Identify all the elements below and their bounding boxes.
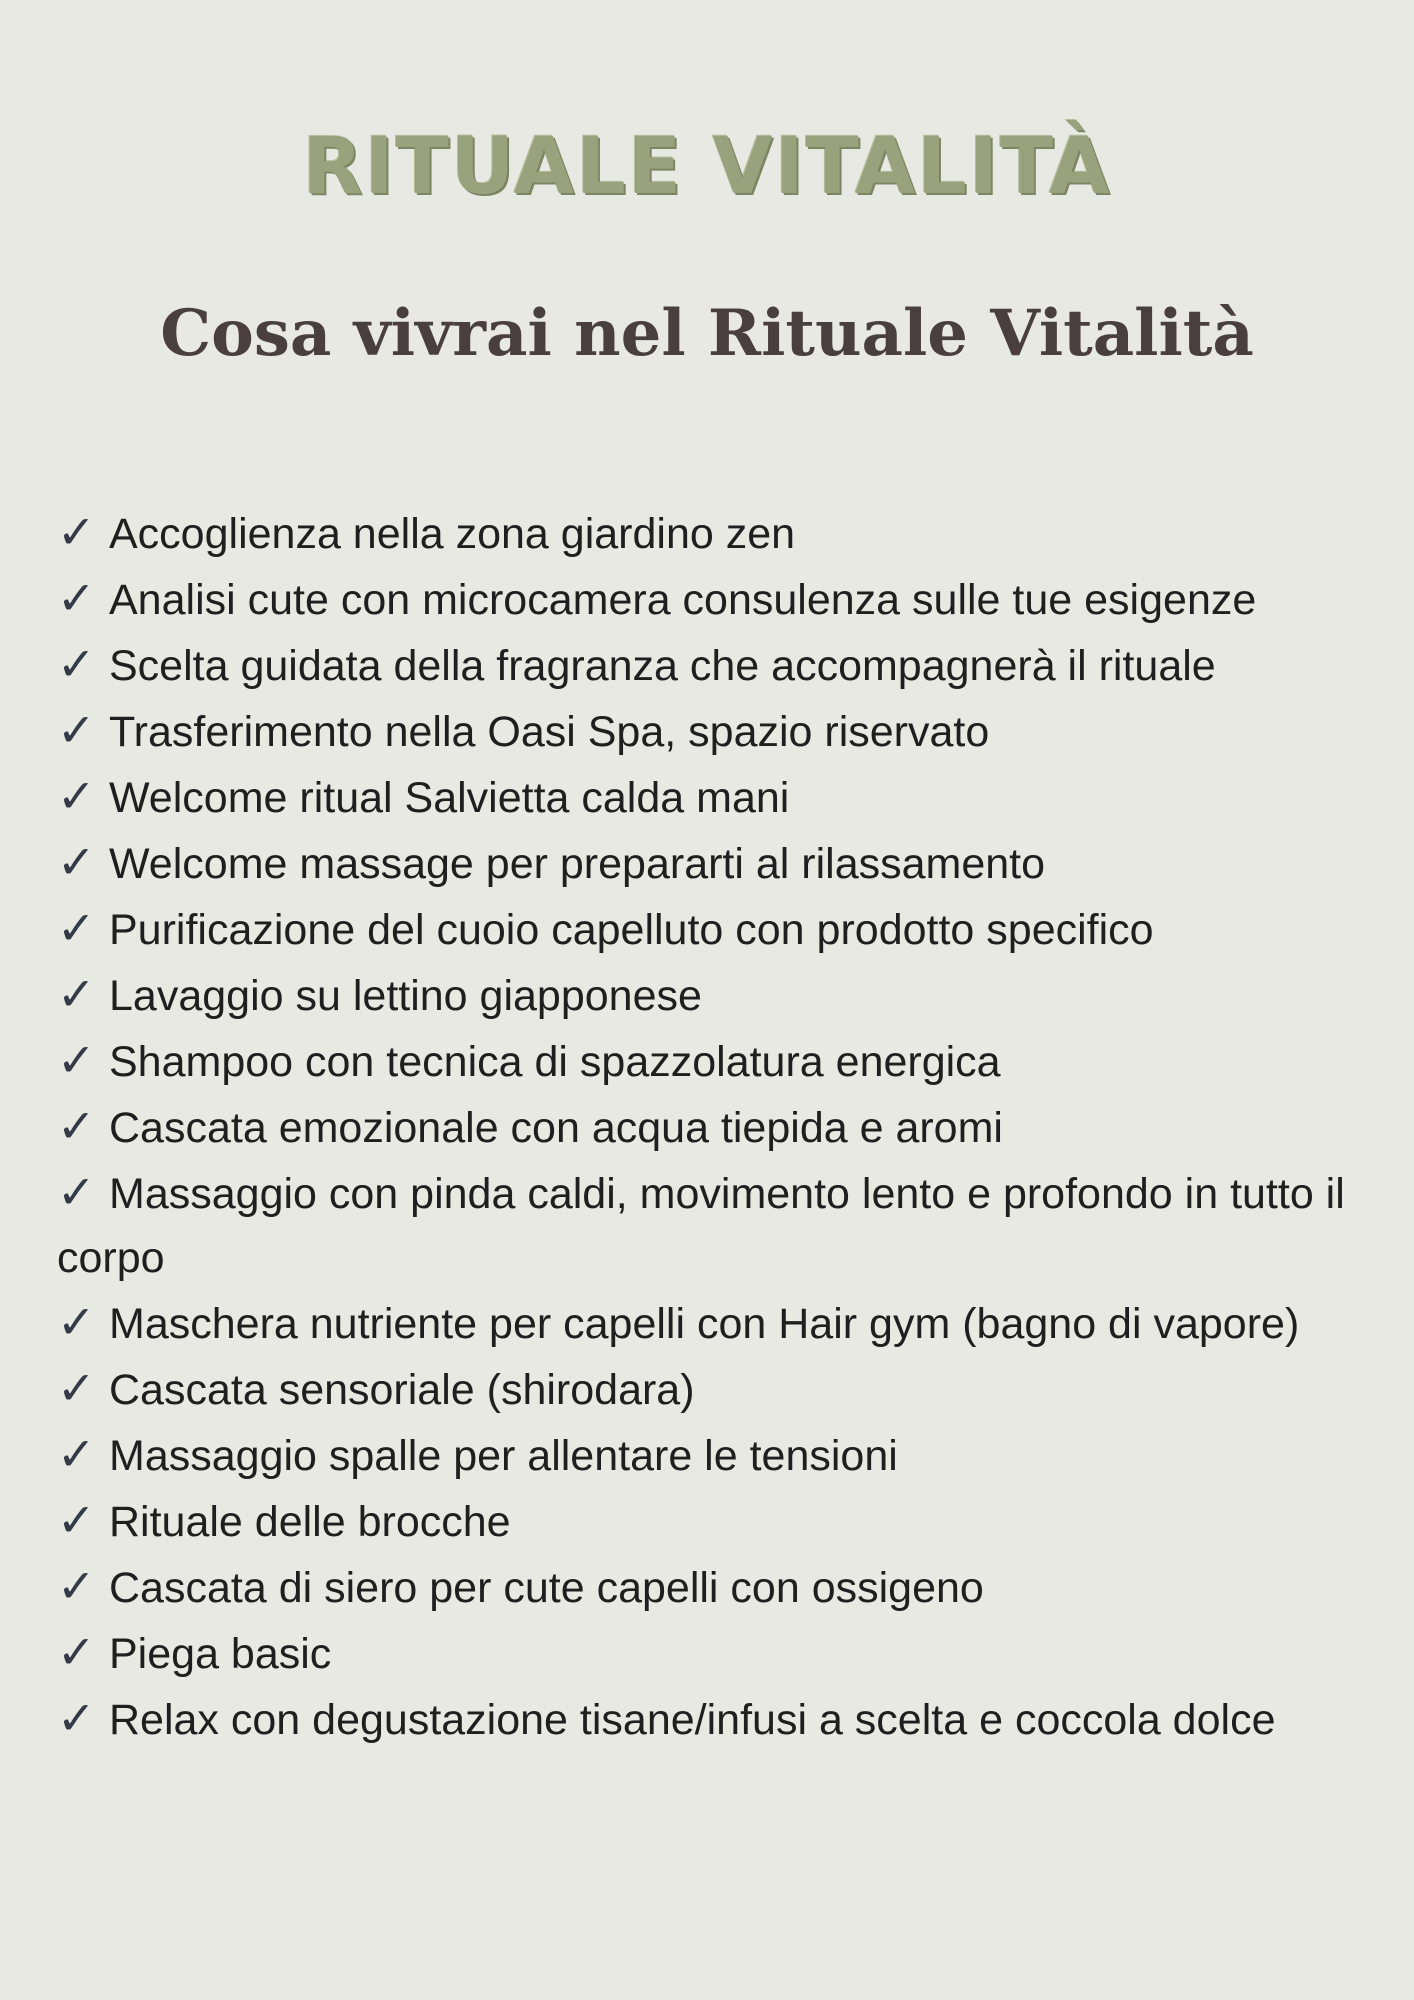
list-item — [57, 1028, 1357, 1094]
list-item — [57, 1290, 1357, 1356]
list-item-text: Cascata di siero per cute capelli con ossigeno — [109, 1564, 984, 1612]
checklist — [57, 500, 1357, 1752]
list-item-text: Shampoo con tecnica di spazzolatura energica — [109, 1038, 1001, 1086]
list-item-text: Lavaggio su lettino giapponese — [109, 972, 702, 1020]
list-item-text: Analisi cute con microcamera consulenza sulle tue esigenze — [109, 576, 1257, 624]
list-item — [57, 632, 1357, 698]
page-title: Cosa vivrai nel Rituale Vitalità — [160, 296, 1254, 371]
list-item — [57, 1356, 1357, 1422]
list-item — [57, 1422, 1357, 1488]
list-item — [57, 830, 1357, 896]
checkmark-icon: ✓ — [57, 1427, 96, 1481]
checkmark-icon: ✓ — [57, 1361, 96, 1415]
list-item — [57, 1620, 1357, 1686]
list-item — [57, 698, 1357, 764]
list-item-text: Cascata emozionale con acqua tiepida e aromi — [109, 1104, 1003, 1152]
list-item-text: Massaggio con pinda caldi, movimento lento e profondo in tutto il corpo — [57, 1170, 1345, 1282]
list-item-text: Piega basic — [109, 1630, 332, 1678]
list-item — [57, 896, 1357, 962]
list-item — [57, 1488, 1357, 1554]
list-item-text: Welcome massage per prepararti al rilassamento — [109, 840, 1046, 888]
checkmark-icon: ✓ — [57, 571, 96, 625]
checkmark-icon: ✓ — [57, 835, 96, 889]
list-item-text: Trasferimento nella Oasi Spa, spazio riservato — [109, 708, 990, 756]
checkmark-icon: ✓ — [57, 901, 96, 955]
logo-title: RITUALE VITALITÀ — [302, 122, 1112, 212]
checkmark-icon: ✓ — [57, 703, 96, 757]
checkmark-icon: ✓ — [57, 1099, 96, 1153]
list-item-text: Accoglienza nella zona giardino zen — [109, 510, 796, 558]
checkmark-icon: ✓ — [57, 637, 96, 691]
list-item-text: Massaggio spalle per allentare le tensioni — [109, 1432, 898, 1480]
list-item — [57, 1094, 1357, 1160]
list-item-text: Purificazione del cuoio capelluto con prodotto specifico — [109, 906, 1154, 954]
list-item-text: Welcome ritual Salvietta calda mani — [109, 774, 790, 822]
list-item-text: Cascata sensoriale (shirodara) — [109, 1366, 695, 1414]
list-item-text: Maschera nutriente per capelli con Hair gym (bagno di vapore) — [109, 1300, 1300, 1348]
checkmark-icon: ✓ — [57, 1165, 96, 1219]
list-item — [57, 1686, 1357, 1752]
checkmark-icon: ✓ — [57, 1493, 96, 1547]
checkmark-icon: ✓ — [57, 1559, 96, 1613]
list-item — [57, 962, 1357, 1028]
checkmark-icon: ✓ — [57, 967, 96, 1021]
list-item — [57, 566, 1357, 632]
checkmark-icon: ✓ — [57, 1295, 96, 1349]
checkmark-icon: ✓ — [57, 1625, 96, 1679]
list-item-text: Relax con degustazione tisane/infusi a scelta e coccola dolce — [109, 1696, 1276, 1744]
list-item-text: Scelta guidata della fragranza che accompagnerà il rituale — [109, 642, 1216, 690]
checkmark-icon: ✓ — [57, 769, 96, 823]
checkmark-icon: ✓ — [57, 1033, 96, 1087]
list-item — [57, 1160, 1357, 1290]
list-item-text: Rituale delle brocche — [109, 1498, 511, 1546]
list-item — [57, 1554, 1357, 1620]
list-item — [57, 764, 1357, 830]
checkmark-icon: ✓ — [57, 1691, 96, 1745]
list-item — [57, 500, 1357, 566]
checkmark-icon: ✓ — [57, 505, 96, 559]
